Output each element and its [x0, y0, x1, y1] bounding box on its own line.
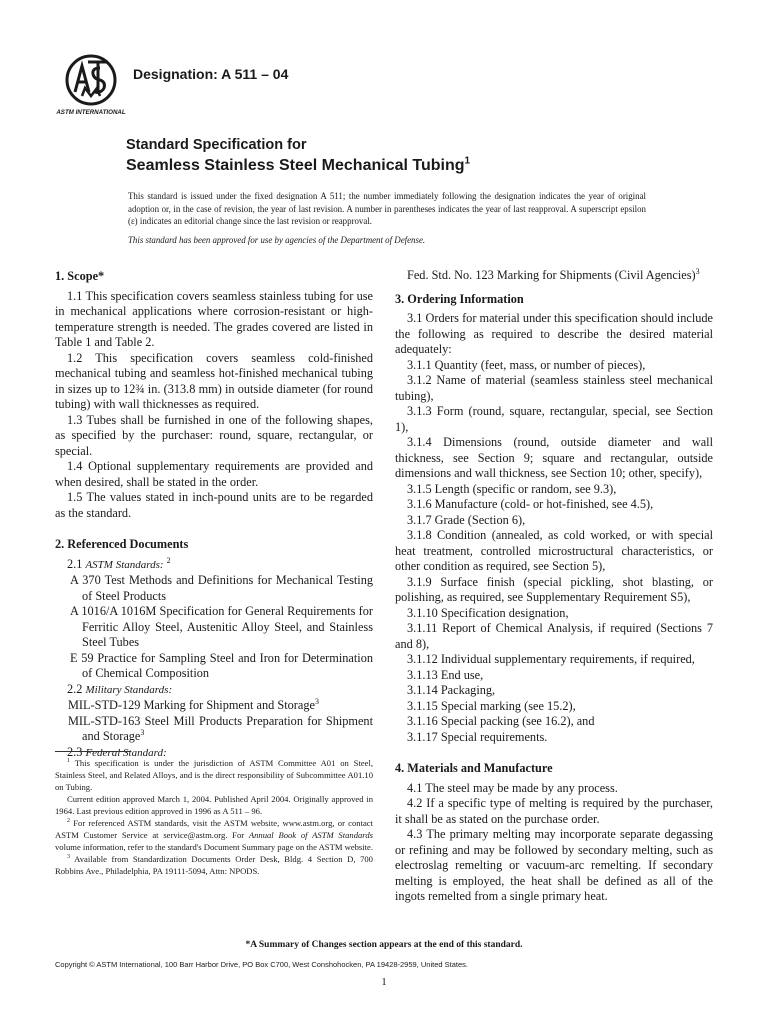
reference-item: A 1016/A 1016M Specification for General Requirements for Ferritic Alloy Steel, Austenitic Alloy Steel, and Stainless Steel Tubes — [70, 604, 373, 649]
intro-paragraph: This standard is issued under the fixed designation A 511; the number immediately following the designation indicates the year of original adoption or, in the case of revision, the year of last revision. A number in parentheses indicates the year of last reapproval. A superscript epsilon (ε) indicates an editorial change since the last revision or reapproval. — [128, 191, 646, 226]
list-item: 3.1.3 Form (round, square, rectangular, special, see Section 1), — [395, 404, 713, 434]
footnote: $^3$ Available from Standardization Documents Order Desk, Bldg. 4 Section D, 700 Robbins Ave., Philadelphia, PA 19111-5094, Attn: NPODS. — [55, 854, 373, 876]
list-item: 3.1.2 Name of material (seamless stainless steel mechanical tubing), — [395, 373, 713, 403]
list-item: 3.1.13 End use, — [407, 667, 484, 682]
logo-text: ASTM INTERNATIONAL — [56, 109, 126, 116]
left-column — [55, 269, 373, 761]
footnote-divider — [55, 751, 131, 752]
list-item: 3.1.7 Grade (Section 6), — [407, 512, 526, 527]
copyright: Copyright © ASTM International, 100 Barr Harbor Drive, PO Box C700, West Conshohocken, PA 19428-2959, United States. — [55, 960, 468, 969]
list-item: 3.1.14 Packaging, — [407, 683, 496, 697]
reference-item: Fed. Std. No. 123 Marking for Shipments (Civil Agencies)$^3$ — [407, 266, 700, 282]
paragraph: 1.4 Optional supplementary requirements are provided and when desired, shall be stated in the order. — [55, 459, 373, 489]
document-title — [126, 136, 470, 176]
section-heading: 1. Scope* — [55, 269, 105, 283]
right-column — [395, 268, 713, 905]
designation: Designation: A 511 – 04 — [133, 66, 289, 82]
summary-note: *A Summary of Changes section appears at the end of this standard. — [245, 940, 523, 950]
section-heading: 4. Materials and Manufacture — [395, 761, 553, 775]
section-heading: 2. Referenced Documents — [55, 537, 189, 551]
reference-item: E 59 Practice for Sampling Steel and Iron for Determination of Chemical Composition — [70, 650, 373, 680]
subsection-label: 2.1 ASTM Standards: $^2$ — [67, 555, 171, 571]
list-item: 3.1.10 Specification designation, — [407, 605, 569, 620]
list-item: 3.1.11 Report of Chemical Analysis, if required (Sections 7 and 8), — [395, 621, 713, 651]
footnote: $^1$ This specification is under the jurisdiction of ASTM Committee A01 on Steel, Stainless Steel, and Related Alloys, and is the direct responsibility of Subcommittee A01.10 on Tubing. — [55, 758, 373, 792]
section-heading: 3. Ordering Information — [395, 291, 524, 306]
reference-item: A 370 Test Methods and Definitions for Mechanical Testing of Steel Products — [70, 573, 373, 603]
footnote: $^2$ For referenced ASTM standards, visit the ASTM website, www.astm.org, or contact ASTM Customer Service at service@astm.org. For Annual Book of ASTM Standards volume information, refer to the standard's Document Summary page on the ASTM website. — [55, 818, 374, 852]
list-item: 3.1.1 Quantity (feet, mass, or number of pieces), — [407, 357, 646, 372]
page-number: 1 — [381, 976, 387, 988]
paragraph: 4.2 If a specific type of melting is required by the purchaser, it shall be as stated on the purchase order. — [395, 796, 713, 826]
list-item: 3.1.6 Manufacture (cold- or hot-finished, see 4.5), — [407, 497, 654, 511]
title-line-1: Standard Specification for — [126, 137, 307, 153]
paragraph: 1.1 This specification covers seamless stainless tubing for use in mechanical applications where corrosion-resistant or high-temperature strength is needed. The grades covered are listed in Table 1 and Table 2. — [55, 288, 373, 349]
paragraph: 3.1 Orders for material under this specification should include the following as required to describe the desired material adequately: — [395, 311, 713, 356]
list-item: 3.1.9 Surface finish (special pickling, shot blasting, or polishing, as required, see Supplementary Requirement S5), — [395, 574, 713, 604]
list-item: 3.1.15 Special marking (see 15.2), — [407, 698, 576, 713]
paragraph: 1.2 This specification covers seamless cold-finished mechanical tubing and seamless hot-finished mechanical tubing in sizes up to 12¾ in. (313.8 mm) in outside diameter (for round tubing) with wall thicknesses as required. — [55, 350, 373, 411]
subsection-label: 2.2 Military Standards: — [67, 681, 173, 696]
footnote: Current edition approved March 1, 2004. Published April 2004. Originally approved in 1964. Last previous edition approved in 1996 as A 511 – 96. — [55, 794, 373, 816]
list-item: 3.1.4 Dimensions (round, outside diameter and wall thickness, see Section 9; square and rectangular, outside dimensions and wall thickness, see Section 10; other, specify), — [395, 435, 713, 480]
title-line-2: Seamless Stainless Steel Mechanical Tubing$^1$ — [126, 155, 471, 174]
astm-logo — [56, 52, 126, 118]
paragraph: 4.3 The primary melting may incorporate separate degassing or refining and may be followed by secondary melting, such as electroslag remelting or vacuum-arc remelting. If secondary melting is employed, the heat shall be defined as all of the ingots remelted from a single primary heat. — [395, 827, 713, 903]
paragraph: 4.1 The steel may be made by any process. — [407, 780, 618, 795]
paragraph: 1.5 The values stated in inch-pound units are to be regarded as the standard. — [55, 490, 373, 520]
dod-note: This standard has been approved for use by agencies of the Department of Defense. — [128, 235, 426, 245]
footnotes — [55, 757, 373, 877]
list-item: 3.1.8 Condition (annealed, as cold worked, or with special heat treatment, controlled microstructural characteristics, or other condition as required, see Section 5), — [395, 528, 713, 573]
list-item: 3.1.5 Length (specific or random, see 9.3), — [407, 481, 617, 496]
reference-item: MIL-STD-163 Steel Mill Products Preparation for Shipment and Storage$^3$ — [68, 713, 373, 743]
list-item: 3.1.17 Special requirements. — [407, 729, 548, 744]
list-item: 3.1.16 Special packing (see 16.2), and — [407, 714, 595, 728]
paragraph: 1.3 Tubes shall be furnished in one of the following shapes, as specified by the purchaser: round, square, rectangular, or special. — [55, 412, 373, 458]
reference-item: MIL-STD-129 Marking for Shipment and Storage$^3$ — [68, 696, 319, 712]
subsection-label: 2.3 Federal Standard: — [67, 744, 167, 759]
list-item: 3.1.12 Individual supplementary requirements, if required, — [407, 652, 695, 666]
